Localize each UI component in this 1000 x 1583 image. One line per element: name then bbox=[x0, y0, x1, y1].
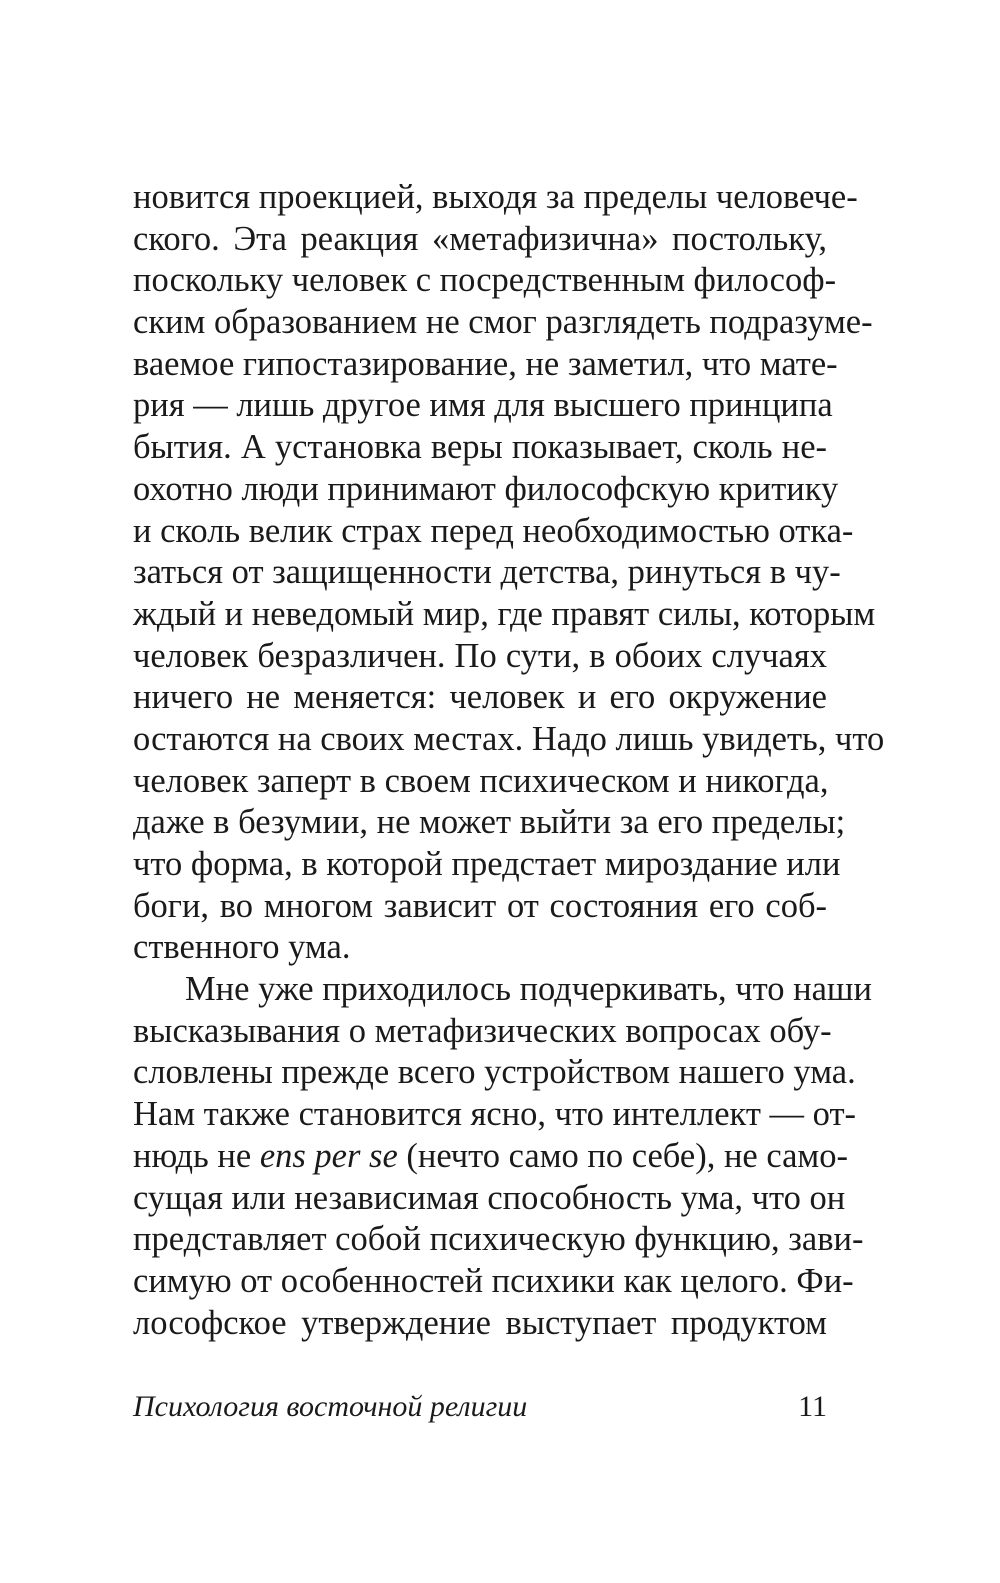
page-footer bbox=[133, 1387, 827, 1427]
text-line: поскольку человек с посредственным философ- bbox=[133, 261, 837, 300]
text-line: лософское утверждение выступает продуктом bbox=[133, 1303, 827, 1342]
page-number: 11 bbox=[798, 1390, 827, 1423]
latin-phrase: ens per se bbox=[259, 1136, 398, 1175]
text-line: словлены прежде всего устройством нашего ума. bbox=[133, 1053, 856, 1092]
text-line: бытия. А установка веры показывает, сколь не- bbox=[133, 428, 827, 467]
text-line: остаются на своих местах. Надо лишь увидеть, что bbox=[133, 719, 885, 758]
text-line: сущая или независимая способность ума, что он bbox=[133, 1178, 846, 1217]
text-line-with-latin bbox=[133, 1136, 848, 1178]
text-line: боги, во многом зависит от состояния его соб- bbox=[133, 886, 827, 925]
paragraph-2 bbox=[133, 969, 872, 1344]
text-line: ничего не меняется: человек и его окружение bbox=[133, 678, 827, 717]
text-line: ваемое гипостазирование, не заметил, что мате- bbox=[133, 344, 838, 383]
text-segment: нюдь не bbox=[133, 1136, 260, 1175]
text-line: человек заперт в своем психическом и никогда, bbox=[133, 761, 829, 800]
text-line: и сколь велик страх перед необходимостью отка- bbox=[133, 511, 854, 550]
text-line: даже в безумии, не может выйти за его пределы; bbox=[133, 803, 846, 842]
text-line: симую от особенностей психики как целого. Фи- bbox=[133, 1261, 854, 1300]
text-segment: (нечто само по себе), не само- bbox=[397, 1136, 848, 1175]
text-line: рия — лишь другое имя для высшего принципа bbox=[133, 386, 833, 425]
text-line: представляет собой психическую функцию, зави- bbox=[133, 1220, 864, 1259]
text-line: Мне уже приходилось подчеркивать, что наши bbox=[185, 970, 872, 1009]
text-line: ским образованием не смог разглядеть подразуме- bbox=[133, 303, 873, 342]
text-line: человек безразличен. По сути, в обоих случаях bbox=[133, 636, 827, 675]
body-text bbox=[133, 177, 885, 1344]
text-line: охотно люди принимают философскую критику bbox=[133, 469, 839, 508]
text-line: высказывания о метафизических вопросах обу- bbox=[133, 1011, 832, 1050]
text-line: ждый и неведомый мир, где правят силы, которым bbox=[133, 594, 876, 633]
text-line: ского. Эта реакция «метафизична» постольку, bbox=[133, 219, 827, 258]
text-line: Нам также становится ясно, что интеллект — от- bbox=[133, 1095, 857, 1134]
text-line: что форма, в которой предстает мироздание или bbox=[133, 845, 841, 883]
paragraph-1 bbox=[133, 177, 885, 969]
text-line: новится проекцией, выходя за пределы человече- bbox=[133, 178, 858, 216]
text-line: ственного ума. bbox=[133, 928, 351, 967]
running-title: Психология восточной религии bbox=[133, 1390, 528, 1423]
text-line: заться от защищенности детства, ринуться в чу- bbox=[133, 553, 841, 592]
